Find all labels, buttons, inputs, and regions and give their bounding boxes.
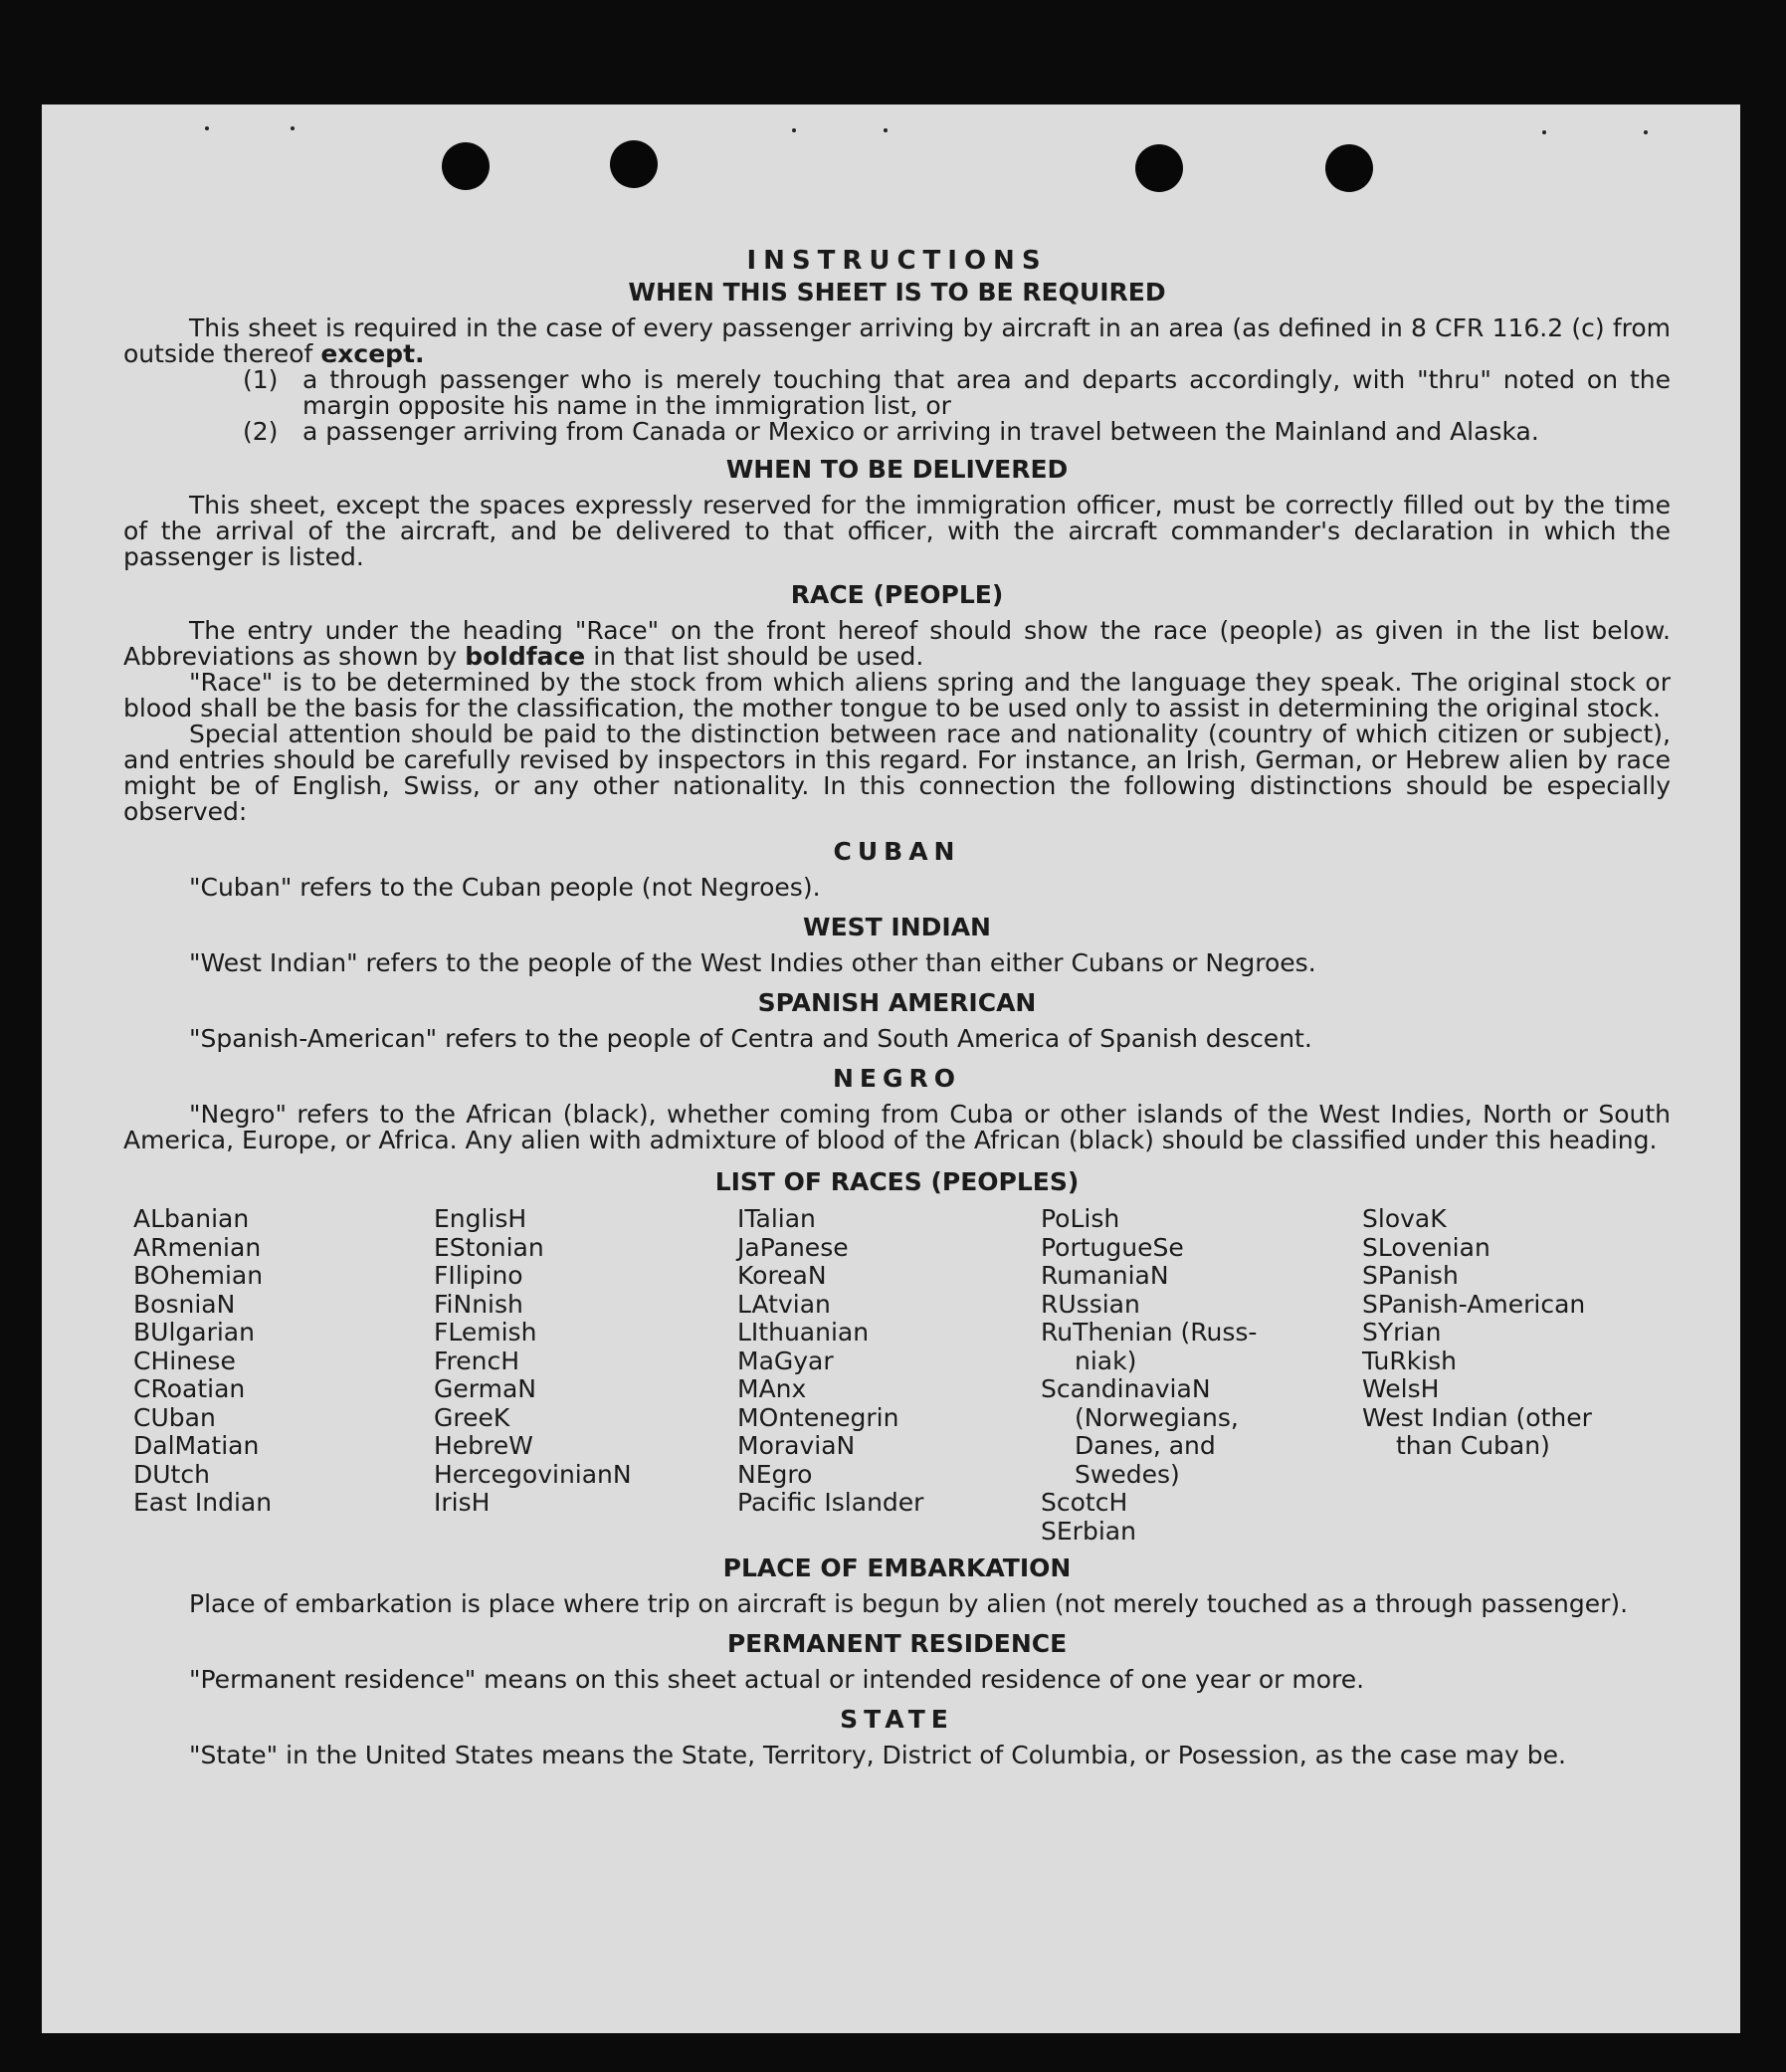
race-entry: LAtvian (737, 1289, 831, 1319)
required-item: (2) a passenger arriving from Canada or Mexico or arriving in travel between the Mainland and Alaska. (243, 417, 1539, 446)
punch-hole (610, 140, 658, 188)
race-entry: CHinese (133, 1346, 236, 1375)
required-heading: WHEN THIS SHEET IS TO BE REQUIRED (628, 278, 1166, 307)
race-entry: East Indian (133, 1488, 273, 1517)
west-indian-text: "West Indian" refers to the people of the West Indies other than either Cubans or Negroes. (189, 948, 1316, 977)
delivered-heading: WHEN TO BE DELIVERED (725, 455, 1069, 484)
races-column (1362, 1205, 1661, 1546)
negro-text: "Negro" refers to the African (black), whether coming from Cuba or other islands of the West Indies, North or South America, Europe, or Africa. Any alien with admixture of blood of the African (black) should be classified under this heading. (123, 1100, 1671, 1154)
punch-hole (1135, 144, 1183, 192)
west-indian-heading: WEST INDIAN (803, 913, 991, 941)
race-entry: CRoatian (133, 1374, 246, 1403)
race-entry: ARmenian (133, 1232, 262, 1262)
race-entry: KoreaN (737, 1261, 827, 1290)
races-column (1041, 1205, 1362, 1546)
race-entry: SYrian (1362, 1318, 1442, 1347)
race-entry: ALbanian (133, 1204, 250, 1233)
spanish-american-heading: SPANISH AMERICAN (757, 988, 1037, 1017)
race-heading: RACE (PEOPLE) (790, 580, 1004, 609)
race-entry: SPanish (1362, 1261, 1459, 1290)
negro-heading: NEGRO (832, 1064, 962, 1093)
speck (205, 126, 209, 130)
race-entry: MaGyar (737, 1346, 834, 1375)
speck (291, 126, 295, 130)
race-entry: ITalian (737, 1204, 816, 1233)
race-entry: HebreW (434, 1431, 533, 1460)
race-paragraph-1: The entry under the heading "Race" on the front hereof should show the race (people) as given in the list below. Abbreviations as shown by boldface in that list should be used. (123, 616, 1671, 671)
required-item: (1) a through passenger who is merely touching that area and departs accordingly, with "thru" noted on the margin opposite his name in the immigration list, or (243, 365, 1671, 420)
race-entry: JaPanese (737, 1232, 849, 1262)
race-entry: EStonian (434, 1232, 544, 1262)
residence-heading: PERMANENT RESIDENCE (726, 1629, 1068, 1658)
instructions-content (123, 248, 1671, 1768)
race-entry: PoLish (1041, 1204, 1120, 1233)
races-list-heading: LIST OF RACES (PEOPLES) (714, 1167, 1080, 1196)
race-entry: RUssian (1041, 1289, 1140, 1319)
race-entry: RuThenian (Russ- (1041, 1318, 1258, 1347)
race-entry: SPanish-American (1362, 1289, 1586, 1319)
race-entry: ScandinaviaN (1041, 1374, 1211, 1403)
races-column (737, 1205, 1041, 1546)
race-entry: EnglisH (434, 1204, 527, 1233)
speck (884, 128, 888, 132)
race-entry: CUban (133, 1402, 216, 1432)
race-entry: DUtch (133, 1459, 210, 1489)
race-entry: LIthuanian (737, 1318, 870, 1347)
race-entry: Pacific Islander (737, 1488, 924, 1517)
race-entry: MOntenegrin (737, 1402, 899, 1432)
race-entry: SLovenian (1362, 1232, 1490, 1262)
races-column (434, 1205, 737, 1546)
race-entry: SlovaK (1362, 1204, 1447, 1233)
race-entry: (Norwegians, (1075, 1402, 1239, 1432)
race-entry: NEgro (737, 1459, 813, 1489)
race-entry: DalMatian (133, 1431, 260, 1460)
race-entry: Swedes) (1075, 1459, 1180, 1489)
state-heading: STATE (840, 1705, 954, 1734)
race-entry: MoraviaN (737, 1431, 856, 1460)
race-paragraph-2: "Race" is to be determined by the stock from which aliens spring and the language they speak. The original stock or blood shall be the basis for the classification, the mother tongue to be used only to assist in determining the original stock. (123, 668, 1671, 723)
race-entry: GermaN (434, 1374, 536, 1403)
races-list (123, 1205, 1671, 1546)
race-entry: PortugueSe (1041, 1232, 1184, 1262)
race-entry: RumaniaN (1041, 1261, 1169, 1290)
race-entry: FrencH (434, 1346, 520, 1375)
cuban-heading: CUBAN (833, 837, 961, 866)
race-paragraph-3: Special attention should be paid to the distinction between race and nationality (country of which citizen or subject), and entries should be carefully revised by inspectors in this regard. For instance, an Irish, German, or Hebrew alien by race might be of English, Swiss, or any other nationality. In this connection the following distinctions should be especially observed: (123, 720, 1671, 826)
spanish-american-text: "Spanish-American" refers to the people of Centra and South America of Spanish descent. (189, 1024, 1312, 1053)
race-entry: HercegovinianN (434, 1459, 632, 1489)
race-entry: than Cuban) (1396, 1431, 1550, 1460)
cuban-text: "Cuban" refers to the Cuban people (not Negroes). (189, 873, 821, 902)
required-intro: This sheet is required in the case of every passenger arriving by aircraft in an area (as defined in 8 CFR 116.2 (c) from outside thereof except. (123, 313, 1671, 368)
race-entry: FIlipino (434, 1261, 523, 1290)
race-entry: Danes, and (1075, 1431, 1216, 1460)
race-entry: IrisH (434, 1488, 491, 1517)
race-entry: FiNnish (434, 1289, 523, 1319)
residence-text: "Permanent residence" means on this sheet actual or intended residence of one year or more. (189, 1665, 1365, 1694)
page-title: INSTRUCTIONS (746, 246, 1048, 276)
race-entry: WelsH (1362, 1374, 1440, 1403)
punch-hole (1325, 144, 1373, 192)
speck (792, 128, 796, 132)
race-entry: BosniaN (133, 1289, 236, 1319)
race-entry: ScotcH (1041, 1488, 1128, 1517)
race-entry: BUlgarian (133, 1318, 255, 1347)
document-sheet (42, 104, 1740, 2033)
embarkation-heading: PLACE OF EMBARKATION (722, 1554, 1072, 1582)
race-entry: West Indian (other (1362, 1402, 1592, 1432)
race-entry: MAnx (737, 1374, 807, 1403)
race-entry: FLemish (434, 1318, 537, 1347)
delivered-text: This sheet, except the spaces expressly reserved for the immigration officer, must be correctly filled out by the time of the arrival of the aircraft, and be delivered to that officer, with the aircraft commander's declaration in which the passenger is listed. (123, 491, 1671, 571)
races-column (133, 1205, 434, 1546)
race-entry: GreeK (434, 1402, 510, 1432)
race-entry: niak) (1075, 1346, 1137, 1375)
race-entry: SErbian (1041, 1516, 1136, 1546)
state-text: "State" in the United States means the State, Territory, District of Columbia, or Posession, as the case may be. (189, 1741, 1566, 1769)
speck (1644, 130, 1648, 134)
speck (1542, 130, 1546, 134)
embarkation-text: Place of embarkation is place where trip on aircraft is begun by alien (not merely touched as a through passenger). (189, 1589, 1629, 1618)
punch-hole (442, 142, 490, 190)
race-entry: TuRkish (1362, 1346, 1457, 1375)
race-entry: BOhemian (133, 1261, 264, 1290)
